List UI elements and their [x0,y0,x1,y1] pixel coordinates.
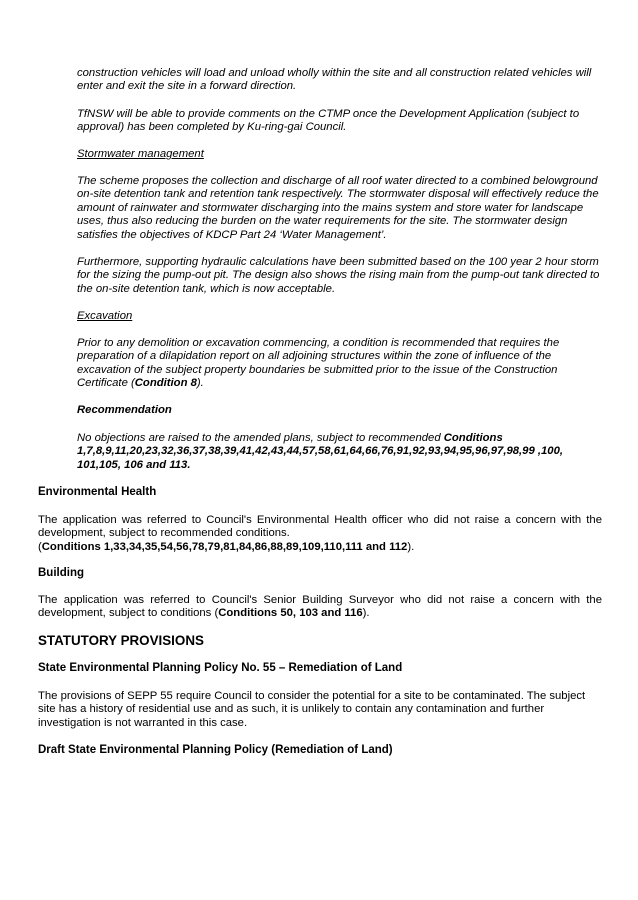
stormwater-paragraph-2: Furthermore, supporting hydraulic calculations have been submitted based on the 100 year 2 hour storm for the sizing the pump-out pit. The design also shows the rising main from the pump-out tank directed to the on-site detention tank, which is now acceptable. [77,256,600,295]
excavation-paragraph [77,337,602,391]
environmental-health-conditions-line [38,541,602,554]
excavation-close: ). [196,377,204,390]
statutory-provisions-heading: STATUTORY PROVISIONS [38,633,204,648]
sepp55-paragraph: The provisions of SEPP 55 require Council to consider the potential for a site to be contaminated. The subject site has a history of residential use and as such, it is unlikely to contain any contamination and further investigation is not warranted in this case. [38,690,586,729]
environmental-health-heading: Environmental Health [38,486,157,498]
tfnsw-paragraph: TfNSW will be able to provide comments on the CTMP once the Development Application (subject to approval) has been completed by Ku-ring-gai Council. [77,108,580,134]
excavation-heading: Excavation [77,310,133,322]
building-close: ). [362,607,370,620]
stormwater-heading: Stormwater management [77,148,204,160]
recommendation-text: No objections are raised to the amended plans, subject to recommended [77,432,444,444]
draft-sepp-heading: Draft State Environmental Planning Policy (Remediation of Land) [38,744,393,756]
environmental-health-paragraph: The application was referred to Council's Environmental Health officer who did not raise a concern with the development, subject to recommended conditions. [38,514,602,540]
environmental-health-close: ). [407,541,415,553]
recommendation-conditions: Conditions 1,7,8,9,11,20,23,32,36,37,38,39,41,42,43,44,57,58,61,64,66,76,91,92,93,94,95,96,97,98,99 ,100, 101,105, 106 and 113. [77,432,563,471]
excavation-text: Prior to any demolition or excavation commencing, a condition is recommended that requires the preparation of a dilapidation report on all adjoining structures within the zone of influence of the excavation of the subject property boundaries be submitted prior to the issue of the Construction Certificate ( [77,337,560,390]
building-text: The application was referred to Council's Senior Building Surveyor who did not raise a concern with the development, subject to conditions ( [38,594,602,620]
ctmp-paragraph-end: construction vehicles will load and unload wholly within the site and all construction related vehicles will enter and exit the site in a forward direction. [77,67,592,93]
stormwater-paragraph-1: The scheme proposes the collection and discharge of all roof water directed to a combined belowground on-site detention tank and retention tank respectively. The stormwater disposal will effectively reduce the amount of rainwater and stormwater discharging into the mains system and store water for landscape uses, thus also reducing the burden on the water requirements for the site. The stormwater design satisfies the objectives of KDCP Part 24 ‘Water Management’. [77,175,599,241]
recommendation-paragraph [77,432,602,472]
building-paragraph [38,594,602,621]
recommendation-heading: Recommendation [77,404,172,416]
environmental-health-open: ( [38,541,42,553]
building-heading: Building [38,567,84,579]
excavation-condition: Condition 8 [134,377,197,390]
sepp55-heading: State Environmental Planning Policy No. 55 – Remediation of Land [38,662,403,674]
environmental-health-conditions: Conditions 1,33,34,35,54,56,78,79,81,84,86,88,89,109,110,111 and 112 [41,541,408,553]
building-conditions: Conditions 50, 103 and 116 [218,607,363,620]
